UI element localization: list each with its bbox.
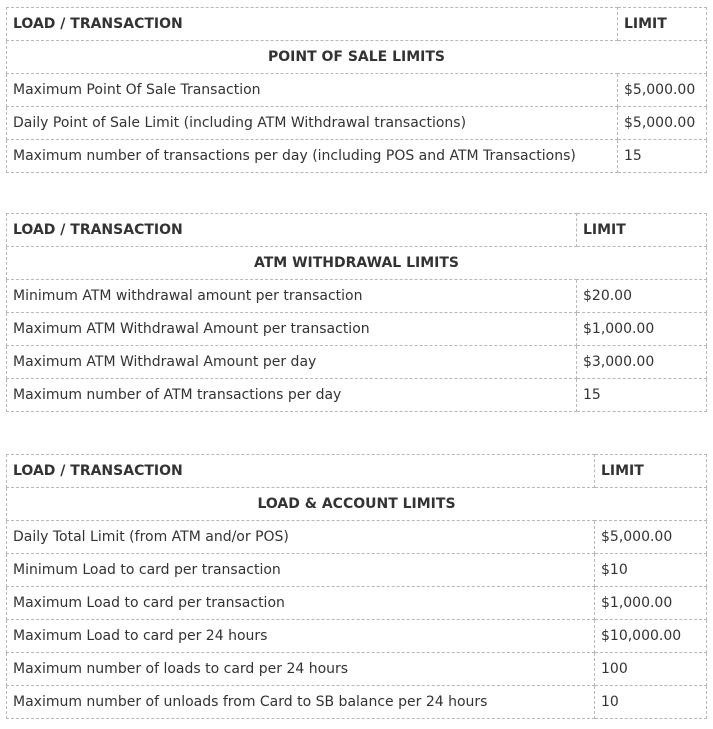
table-header-row: [7, 214, 707, 247]
header-load-transaction: LOAD / TRANSACTION: [7, 214, 577, 247]
row-label: Maximum Load to card per transaction: [7, 587, 595, 620]
row-label: Maximum ATM Withdrawal Amount per day: [7, 346, 577, 379]
row-label: Maximum Load to card per 24 hours: [7, 620, 595, 653]
table-row: [7, 346, 707, 379]
row-value: $5,000.00: [595, 521, 707, 554]
row-value: $5,000.00: [618, 107, 707, 140]
table-row: [7, 140, 707, 173]
header-limit: LIMIT: [577, 214, 707, 247]
row-value: 15: [618, 140, 707, 173]
section-row: [7, 247, 707, 280]
table-row: [7, 379, 707, 412]
row-label: Maximum number of ATM transactions per day: [7, 379, 577, 412]
section-title-load-account-limits: LOAD & ACCOUNT LIMITS: [7, 488, 707, 521]
row-value: $5,000.00: [618, 74, 707, 107]
row-value: 10: [595, 686, 707, 719]
table-header-row: [7, 8, 707, 41]
table-row: [7, 686, 707, 719]
row-value: $3,000.00: [577, 346, 707, 379]
section-row: [7, 41, 707, 74]
table-row: [7, 74, 707, 107]
table-row: [7, 280, 707, 313]
row-label: Daily Total Limit (from ATM and/or POS): [7, 521, 595, 554]
row-value: 100: [595, 653, 707, 686]
row-label: Maximum number of transactions per day (including POS and ATM Transactions): [7, 140, 618, 173]
header-load-transaction: LOAD / TRANSACTION: [7, 8, 618, 41]
section-row: [7, 488, 707, 521]
row-value: $10,000.00: [595, 620, 707, 653]
atm-limits-table: [6, 213, 707, 412]
row-value: $1,000.00: [595, 587, 707, 620]
table-row: [7, 587, 707, 620]
header-limit: LIMIT: [595, 455, 707, 488]
row-label: Daily Point of Sale Limit (including ATM Withdrawal transactions): [7, 107, 618, 140]
table-row: [7, 521, 707, 554]
section-title-atm-limits: ATM WITHDRAWAL LIMITS: [7, 247, 707, 280]
row-value: $20.00: [577, 280, 707, 313]
row-label: Maximum ATM Withdrawal Amount per transaction: [7, 313, 577, 346]
row-label: Minimum Load to card per transaction: [7, 554, 595, 587]
load-account-limits-table: [6, 454, 707, 719]
row-value: $1,000.00: [577, 313, 707, 346]
row-value: $10: [595, 554, 707, 587]
table-row: [7, 653, 707, 686]
table-row: [7, 620, 707, 653]
table-row: [7, 554, 707, 587]
row-label: Maximum number of unloads from Card to SB balance per 24 hours: [7, 686, 595, 719]
row-value: 15: [577, 379, 707, 412]
pos-limits-table: [6, 7, 707, 173]
row-label: Maximum number of loads to card per 24 hours: [7, 653, 595, 686]
table-row: [7, 107, 707, 140]
header-limit: LIMIT: [618, 8, 707, 41]
table-row: [7, 313, 707, 346]
header-load-transaction: LOAD / TRANSACTION: [7, 455, 595, 488]
row-label: Maximum Point Of Sale Transaction: [7, 74, 618, 107]
section-title-pos-limits: POINT OF SALE LIMITS: [7, 41, 707, 74]
table-header-row: [7, 455, 707, 488]
row-label: Minimum ATM withdrawal amount per transaction: [7, 280, 577, 313]
